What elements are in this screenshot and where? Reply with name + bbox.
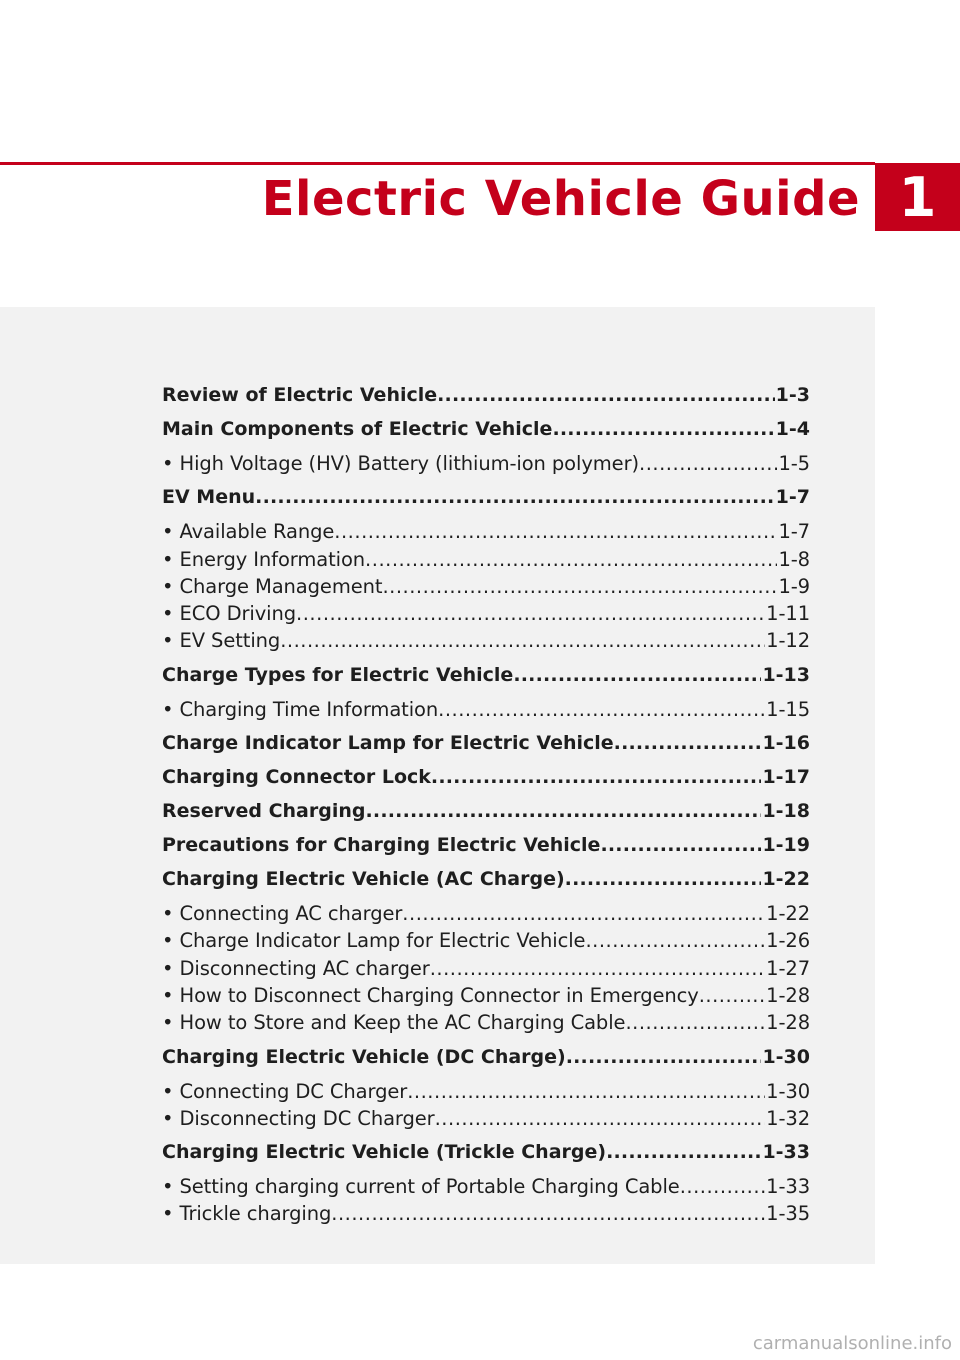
toc-dot-leader (431, 764, 762, 791)
toc-subentry[interactable] (162, 450, 810, 477)
toc-entry-title: • Energy Information (162, 547, 366, 571)
toc-dot-leader (552, 416, 774, 443)
toc-dot-leader (606, 1139, 761, 1166)
toc-page-number: 1-4 (775, 418, 810, 440)
toc-subentry[interactable] (162, 696, 810, 723)
toc-entry-title: Charge Types for Electric Vehicle (162, 663, 514, 686)
toc-dot-leader (402, 900, 765, 927)
toc-dot-leader (365, 546, 777, 573)
toc-page-number: 1-30 (766, 1079, 810, 1103)
toc-page-number: 1-8 (778, 547, 810, 571)
table-of-contents (162, 382, 810, 1228)
toc-entry-title: Charging Electric Vehicle (DC Charge) (162, 1045, 566, 1068)
toc-subentry[interactable] (162, 900, 810, 927)
toc-entry-title: Charging Electric Vehicle (AC Charge) (162, 868, 565, 891)
toc-dot-leader (699, 982, 765, 1009)
toc-page-number: 1-5 (778, 452, 810, 475)
toc-subentry[interactable] (162, 982, 810, 1009)
toc-page-number: 1-3 (775, 384, 810, 406)
toc-dot-leader (437, 382, 775, 409)
toc-dot-leader (407, 1078, 765, 1105)
toc-dot-leader (614, 730, 762, 757)
toc-entry-title: Charging Electric Vehicle (Trickle Charge) (162, 1141, 607, 1164)
toc-page-number: 1-22 (762, 868, 810, 891)
toc-subentry[interactable] (162, 573, 810, 600)
toc-page-number: 1-27 (766, 956, 810, 980)
toc-entry-title: • Connecting DC Charger (162, 1079, 408, 1103)
toc-subentry[interactable] (162, 1078, 810, 1105)
toc-entry-title: • Charge Management (162, 574, 383, 598)
toc-dot-leader (438, 696, 765, 723)
toc-dot-leader (296, 600, 765, 627)
toc-dot-leader (680, 1173, 765, 1200)
toc-page-number: 1-35 (766, 1202, 810, 1226)
toc-entry-title: • Charging Time Information (162, 697, 439, 721)
toc-page-number: 1-11 (766, 602, 810, 626)
toc-subentry[interactable] (162, 1173, 810, 1200)
toc-entry-title: • How to Disconnect Charging Connector in Emergency (162, 983, 699, 1007)
toc-page-number: 1-12 (766, 629, 810, 653)
toc-subentry[interactable] (162, 1200, 810, 1227)
toc-page-number: 1-16 (762, 732, 810, 755)
toc-heading-entry[interactable] (162, 382, 810, 409)
toc-page-number: 1-33 (762, 1141, 810, 1164)
toc-heading-entry[interactable] (162, 1139, 810, 1166)
toc-entry-title: • How to Store and Keep the AC Charging Cable (162, 1011, 626, 1035)
toc-entry-title: Precautions for Charging Electric Vehicle (162, 834, 601, 857)
toc-entry-title: Charge Indicator Lamp for Electric Vehicle (162, 732, 614, 755)
toc-page-number: 1-30 (762, 1045, 810, 1068)
toc-dot-leader (334, 518, 777, 545)
toc-dot-leader (430, 955, 765, 982)
toc-entry-title: Charging Connector Lock (162, 766, 431, 789)
toc-entry-title: Reserved Charging (162, 800, 366, 823)
toc-heading-entry[interactable] (162, 484, 810, 511)
toc-heading-entry[interactable] (162, 866, 810, 893)
toc-heading-entry[interactable] (162, 662, 810, 689)
toc-page-number: 1-9 (778, 574, 810, 598)
toc-dot-leader (331, 1200, 765, 1227)
toc-subentry[interactable] (162, 955, 810, 982)
toc-page-number: 1-13 (762, 663, 810, 686)
toc-entry-title: • Trickle charging (162, 1202, 332, 1226)
toc-subentry[interactable] (162, 1105, 810, 1132)
toc-dot-leader (382, 573, 777, 600)
toc-heading-entry[interactable] (162, 1044, 810, 1071)
toc-entry-title: • Disconnecting AC charger (162, 956, 430, 980)
toc-page-number: 1-18 (762, 800, 810, 823)
toc-entry-title: • Charge Indicator Lamp for Electric Vehicle (162, 929, 586, 953)
toc-dot-leader (513, 662, 761, 689)
toc-entry-title: Review of Electric Vehicle (162, 384, 438, 406)
toc-page-number: 1-28 (766, 983, 810, 1007)
toc-entry-title: • High Voltage (HV) Battery (lithium-ion polymer) (162, 452, 639, 475)
toc-heading-entry[interactable] (162, 798, 810, 825)
toc-page-number: 1-26 (766, 929, 810, 953)
toc-dot-leader (625, 1009, 765, 1036)
toc-page-number: 1-32 (766, 1106, 810, 1130)
toc-entry-title: • Connecting AC charger (162, 902, 403, 926)
chapter-title: Electric Vehicle Guide (261, 171, 860, 227)
toc-entry-title: • Disconnecting DC Charger (162, 1106, 435, 1130)
toc-entry-title: • EV Setting (162, 629, 281, 653)
toc-entry-title: Main Components of Electric Vehicle (162, 418, 553, 440)
toc-page-number: 1-7 (775, 486, 810, 509)
toc-heading-entry[interactable] (162, 832, 810, 859)
toc-subentry[interactable] (162, 927, 810, 954)
toc-entry-title: • Setting charging current of Portable Charging Cable (162, 1175, 680, 1199)
toc-dot-leader (565, 866, 762, 893)
chapter-number-tab: 1 (875, 163, 960, 231)
toc-entry-title: • Available Range (162, 520, 335, 544)
toc-page-number: 1-33 (766, 1175, 810, 1199)
toc-heading-entry[interactable] (162, 764, 810, 791)
toc-dot-leader (600, 832, 761, 859)
toc-page-number: 1-22 (766, 902, 810, 926)
toc-dot-leader (280, 627, 765, 654)
toc-page-number: 1-15 (766, 697, 810, 721)
toc-page-number: 1-28 (766, 1011, 810, 1035)
toc-subentry[interactable] (162, 600, 810, 627)
toc-page-number: 1-7 (778, 520, 810, 544)
toc-heading-entry[interactable] (162, 730, 810, 757)
toc-page-number: 1-17 (762, 766, 810, 789)
toc-heading-entry[interactable] (162, 416, 810, 443)
toc-dot-leader (255, 484, 775, 511)
toc-entry-title: EV Menu (162, 486, 256, 509)
toc-subentry[interactable] (162, 627, 810, 654)
toc-page-number: 1-19 (762, 834, 810, 857)
toc-subentry[interactable] (162, 546, 810, 573)
watermark: carmanualsonline.info (752, 1333, 952, 1354)
toc-dot-leader (365, 798, 761, 825)
toc-dot-leader (566, 1044, 762, 1071)
toc-dot-leader (639, 450, 777, 477)
toc-entry-title: • ECO Driving (162, 602, 297, 626)
toc-subentry[interactable] (162, 1009, 810, 1036)
toc-dot-leader (435, 1105, 766, 1132)
toc-dot-leader (585, 927, 765, 954)
toc-subentry[interactable] (162, 518, 810, 545)
